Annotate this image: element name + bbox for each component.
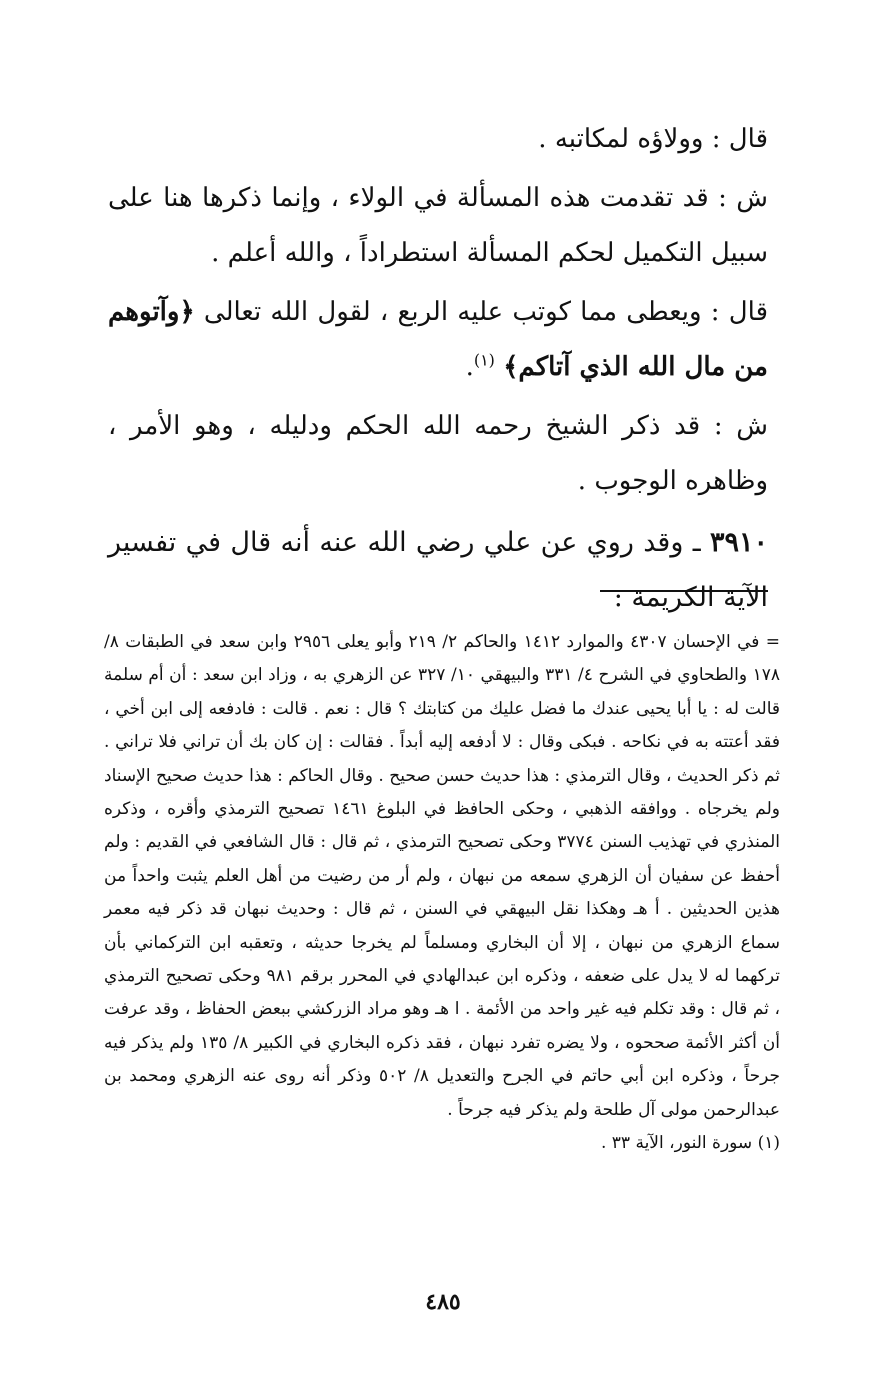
footnote-continued: = في الإحسان ٤٣٠٧ والموارد ١٤١٢ والحاكم ٢/ ٢١٩ وأبو يعلى ٢٩٥٦ وابن سعد في الطبقات ٨/ ١٧٨ والطحاوي في الشرح ٤/ ٣٣١ والبيهقي ١٠/ ٣٢٧ عن الزهري به ، وزاد ابن سعد : أن أم سلمة قالت له : يا أبا يحيى عندك ما فضل عليك من كتابتك ؟ قال : نعم . قالت : فادفعه إلى ابن أخي ، فقد أعتته به في نكاحه . فبكى وقال : لا أدفعه إليه أبداً . فقالت : إن كان بك أن تراني فلا تراني . ثم ذكر الحديث ، وقال الترمذي : هذا حديث حسن صحيح . وقال الحاكم : هذا حديث صحيح الإسناد ولم يخرجاه . ووافقه الذهبي ، وحكى الحافظ في البلوغ ١٤٦١ تصحيح الترمذي وأقره ، وذكره المنذري في تهذيب السنن ٣٧٧٤ وحكى تصحيح الترمذي ، ثم قال : قال الشافعي في القديم : ولم أحفظ عن سفيان أن الزهري سمعه من نبهان ، ولم أر من رضيت من أهل العلم يثبت واحداً من هذين الحديثين . أ هـ وهكذا نقل البيهقي في السنن ، ثم قال : وحديث نبهان قد ذكر فيه معمر سماع الزهري من نبهان ، إلا أن البخاري ومسلماً لم يخرجا حديثه ، وتعقبه ابن التركماني بأن تركهما له لا يدل على ضعفه ، وذكره ابن عبدالهادي في المحرر برقم ٩٨١ وحكى تصحيح الترمذي ، ثم قال : وقد تكلم فيه غير واحد من الأئمة . ا هـ وهو مراد الزركشي ببعض الحفاظ ، وقد عرفت أن أكثر الأئمة صححوه ، ولا يضره تفرد نبهان ، فقد ذكره البخاري في الكبير ٨/ ١٣٥ ولم يذكر فيه جرحاً ، وذكره ابن أبي حاتم في الجرح والتعديل ٨/ ٥٠٢ وذكر أنه روى عنه الزهري ومحمد بن عبدالرحمن مولى آل طلحة ولم يذكر فيه جرحاً .: [104, 632, 781, 1120]
quran-verse: ﴿وآتوهم من مال الله الذي آتاكم﴾: [108, 297, 768, 382]
paragraph-sharh-1: ش : قد تقدمت هذه المسألة في الولاء ، وإنما ذكرها هنا على سبيل التكميل لحكم المسألة استطراداً ، والله أعلم .: [108, 183, 768, 268]
hadith-text: ـ وقد روي عن علي رضي الله عنه أنه قال في تفسير الآية الكريمة :: [108, 527, 768, 613]
footnote-ref: (١): [473, 350, 495, 370]
footnotes: [104, 626, 780, 1161]
matn-text: قال : ويعطى مما كوتب عليه الربع ، لقول الله تعالى: [203, 297, 769, 327]
main-text: [108, 112, 768, 629]
paragraph-matn-2: [108, 285, 768, 395]
footnote-1: (١) سورة النور، الآية ٣٣ .: [600, 1133, 780, 1154]
paragraph-sharh-2: ش : قد ذكر الشيخ رحمه الله الحكم ودليله ، وهو الأمر ، وظاهره الوجوب .: [108, 411, 768, 496]
sentence-end: .: [465, 352, 474, 382]
footnote-separator: [600, 590, 768, 592]
paragraph-matn-1: قال : وولاؤه لمكاتبه .: [538, 124, 768, 154]
hadith-number: ٣٩١٠: [709, 527, 768, 558]
paragraph-hadith: [108, 515, 768, 625]
page-number: ٤٨٥: [425, 1289, 461, 1315]
